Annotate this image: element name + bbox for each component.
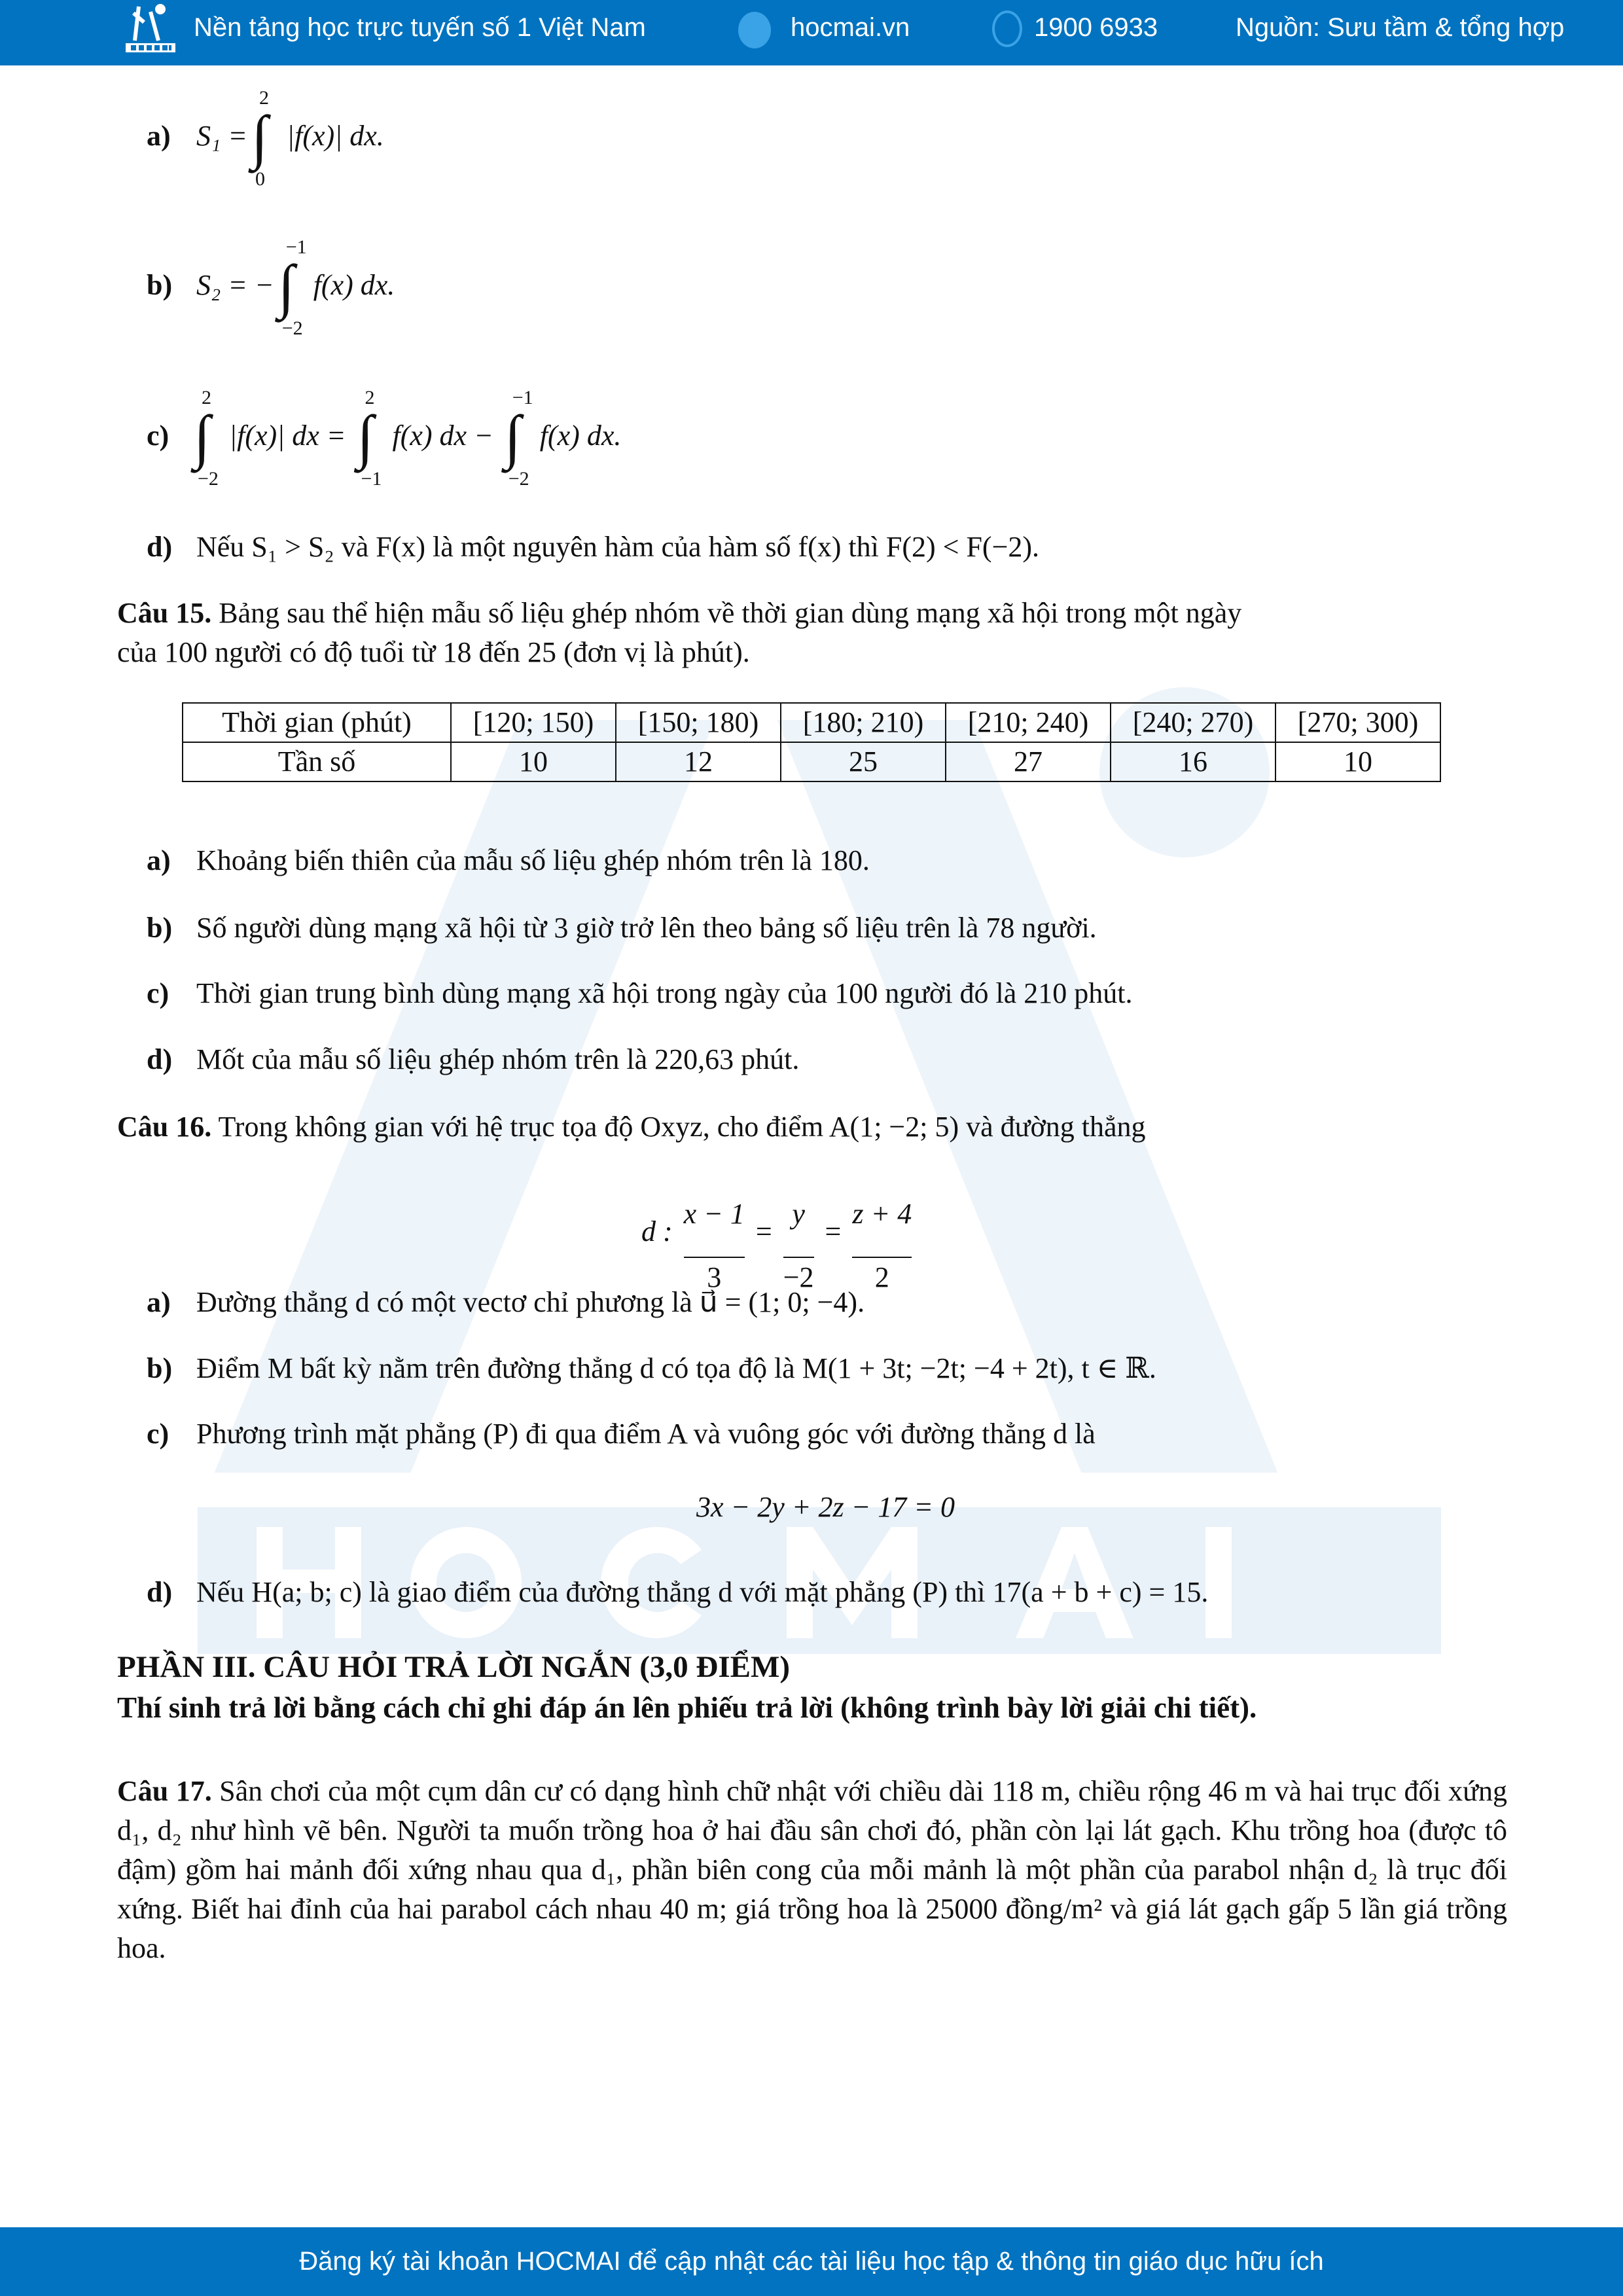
q15-intro bbox=[117, 595, 1241, 632]
formula-body: f(x) dx. bbox=[313, 269, 395, 301]
q16-a-text: Đường thẳng d có một vectơ chỉ phương là u⃗ = (1; 0; −4). bbox=[196, 1286, 865, 1318]
table-cell: 10 bbox=[451, 742, 616, 781]
header-website[interactable]: hocmai.vn bbox=[791, 13, 910, 42]
hocmai-logo bbox=[124, 3, 177, 55]
header-phone: 1900 6933 bbox=[1034, 13, 1158, 42]
table-cell: [120; 150) bbox=[451, 703, 616, 742]
table-cell: Tần số bbox=[183, 742, 451, 781]
q15-d-text: Mốt của mẫu số liệu ghép nhóm trên là 220,63 phút. bbox=[196, 1043, 800, 1075]
q14-b-label: b) bbox=[147, 269, 173, 301]
phone-icon bbox=[992, 10, 1022, 47]
table-cell: 10 bbox=[1275, 742, 1440, 781]
fraction: $\frac{z + 4}{2}$ bbox=[852, 1172, 912, 1297]
q14-c-label: c) bbox=[147, 420, 169, 452]
table-cell: Thời gian (phút) bbox=[183, 703, 451, 742]
q16-b-text: Điểm M bất kỳ nằm trên đường thẳng d có tọa độ là M(1 + 3t; −2t; −4 + 2t), t ∈ ℝ. bbox=[196, 1352, 1156, 1384]
q15-c-label: c) bbox=[147, 977, 169, 1009]
table-cell: [270; 300) bbox=[1275, 703, 1440, 742]
footer-bar: Đăng ký tài khoản HOCMAI để cập nhật các tài liệu học tập & thông tin giáo dục hữu ích bbox=[0, 2227, 1623, 2296]
table-cell: [240; 270) bbox=[1111, 703, 1275, 742]
q15-d-label: d) bbox=[147, 1043, 173, 1075]
header-source: Nguồn: Sưu tầm & tổng hợp bbox=[1236, 13, 1565, 42]
q15-a-text: Khoảng biến thiên của mẫu số liệu ghép nhóm trên là 180. bbox=[196, 844, 870, 876]
header-bar bbox=[0, 0, 1623, 65]
integral-sign: ∫ −1 −2 bbox=[277, 236, 307, 339]
integral-sign: ∫ 2 −2 bbox=[194, 386, 219, 490]
table-cell: [180; 210) bbox=[781, 703, 946, 742]
q14-c-formula: ∫ 2 −2 |f(x)| dx = ∫ 2 −1 f(x) dx − ∫ −1 −2 f(x) dx. bbox=[190, 418, 621, 457]
q15-title: Câu 15. bbox=[117, 597, 212, 629]
line-equation: d : $\frac{x - 1}{3}$ = $\frac{y}{-2}$ = $\frac{z + 4}{2}$ bbox=[641, 1172, 916, 1297]
integral-sign: ∫ −1 −2 bbox=[504, 386, 533, 490]
q16-title: Câu 16. bbox=[117, 1111, 212, 1143]
q15-a-label: a) bbox=[147, 844, 171, 876]
formula-lhs: S₂ = − bbox=[196, 269, 274, 301]
globe-icon bbox=[738, 12, 771, 48]
table-header-row bbox=[183, 703, 1440, 742]
q15-c-text: Thời gian trung bình dùng mạng xã hội trong ngày của 100 người đó là 210 phút. bbox=[196, 977, 1133, 1009]
q14-a-formula bbox=[196, 86, 384, 190]
integral-sign: ∫ 2 −1 bbox=[357, 386, 382, 490]
table-cell: [150; 180) bbox=[616, 703, 781, 742]
q16-b-label: b) bbox=[147, 1352, 173, 1384]
fraction: $\frac{y}{-2}$ bbox=[783, 1172, 814, 1297]
q14-b-formula bbox=[196, 236, 395, 339]
formula-body: |f(x)| dx. bbox=[287, 120, 384, 152]
q16-c-text: Phương trình mặt phẳng (P) đi qua điểm A và vuông góc với đường thẳng d là bbox=[196, 1418, 1096, 1450]
q15-intro-2: của 100 người có độ tuổi từ 18 đến 25 (đơn vị là phút). bbox=[117, 636, 750, 668]
q14-d-text: Nếu S₁ > S₂ và F(x) là một nguyên hàm của hàm số f(x) thì F(2) < F(−2). bbox=[196, 531, 1040, 563]
q17-body: Sân chơi của một cụm dân cư có dạng hình chữ nhật với chiều dài 118 m, chiều rộng 46 m và hai trục đối xứng d₁, d₂ như hình vẽ bên. Người ta muốn trồng hoa ở hai đầu sân chơi đó, phần còn lại lát gạch. Khu trồng hoa (được tô đậm) gồm hai mảnh đối xứng nhau qua d₁, phần biên cong của mỗi mảnh là một phần của parabol nhận d₂ là trục đối xứng. Biết hai đỉnh của hai parabol cách nhau 40 m; giá trồng hoa là 25000 đồng/m² và giá lát gạch gấp 5 lần giá trồng hoa. bbox=[117, 1775, 1508, 1964]
q16-intro bbox=[117, 1109, 1146, 1145]
q16-d-label: d) bbox=[147, 1576, 173, 1608]
q17-text bbox=[117, 1772, 1507, 1968]
plane-equation: 3x − 2y + 2z − 17 = 0 bbox=[696, 1491, 955, 1523]
table-cell: 25 bbox=[781, 742, 946, 781]
header-slogan: Nền tảng học trực tuyến số 1 Việt Nam bbox=[194, 13, 646, 42]
q16-c-label: c) bbox=[147, 1418, 169, 1450]
q14-d-label: d) bbox=[147, 531, 173, 563]
table-row bbox=[183, 742, 1440, 781]
q16-d-text: Nếu H(a; b; c) là giao điểm của đường thẳng d với mặt phẳng (P) thì 17(a + b + c) = 15. bbox=[196, 1576, 1209, 1608]
formula-lhs: S₁ = bbox=[196, 120, 247, 152]
fraction: $\frac{x - 1}{3}$ bbox=[684, 1172, 745, 1297]
q16-intro-text: Trong không gian với hệ trục tọa độ Oxyz, cho điểm A(1; −2; 5) và đường thẳng bbox=[218, 1111, 1146, 1143]
q15-b-label: b) bbox=[147, 912, 173, 944]
table-cell: 16 bbox=[1111, 742, 1275, 781]
integral-sign: ∫ 2 0 bbox=[251, 86, 269, 190]
table-cell: 12 bbox=[616, 742, 781, 781]
q15-b-text: Số người dùng mạng xã hội từ 3 giờ trở lên theo bảng số liệu trên là 78 người. bbox=[196, 912, 1097, 944]
table-cell: [210; 240) bbox=[946, 703, 1111, 742]
q14-a-label: a) bbox=[147, 120, 171, 152]
part3-instruction: Thí sinh trả lời bằng cách chỉ ghi đáp án lên phiếu trả lời (không trình bày lời giải chi tiết). bbox=[117, 1691, 1257, 1724]
q16-a-label: a) bbox=[147, 1286, 171, 1318]
q15-intro-1: Bảng sau thể hiện mẫu số liệu ghép nhóm về thời gian dùng mạng xã hội trong một ngày bbox=[219, 597, 1242, 629]
part3-title: PHẦN III. CÂU HỎI TRẢ LỜI NGẮN (3,0 ĐIỂM) bbox=[117, 1650, 790, 1684]
q17-title: Câu 17. bbox=[117, 1775, 212, 1807]
table-cell: 27 bbox=[946, 742, 1111, 781]
frequency-table bbox=[182, 702, 1441, 782]
